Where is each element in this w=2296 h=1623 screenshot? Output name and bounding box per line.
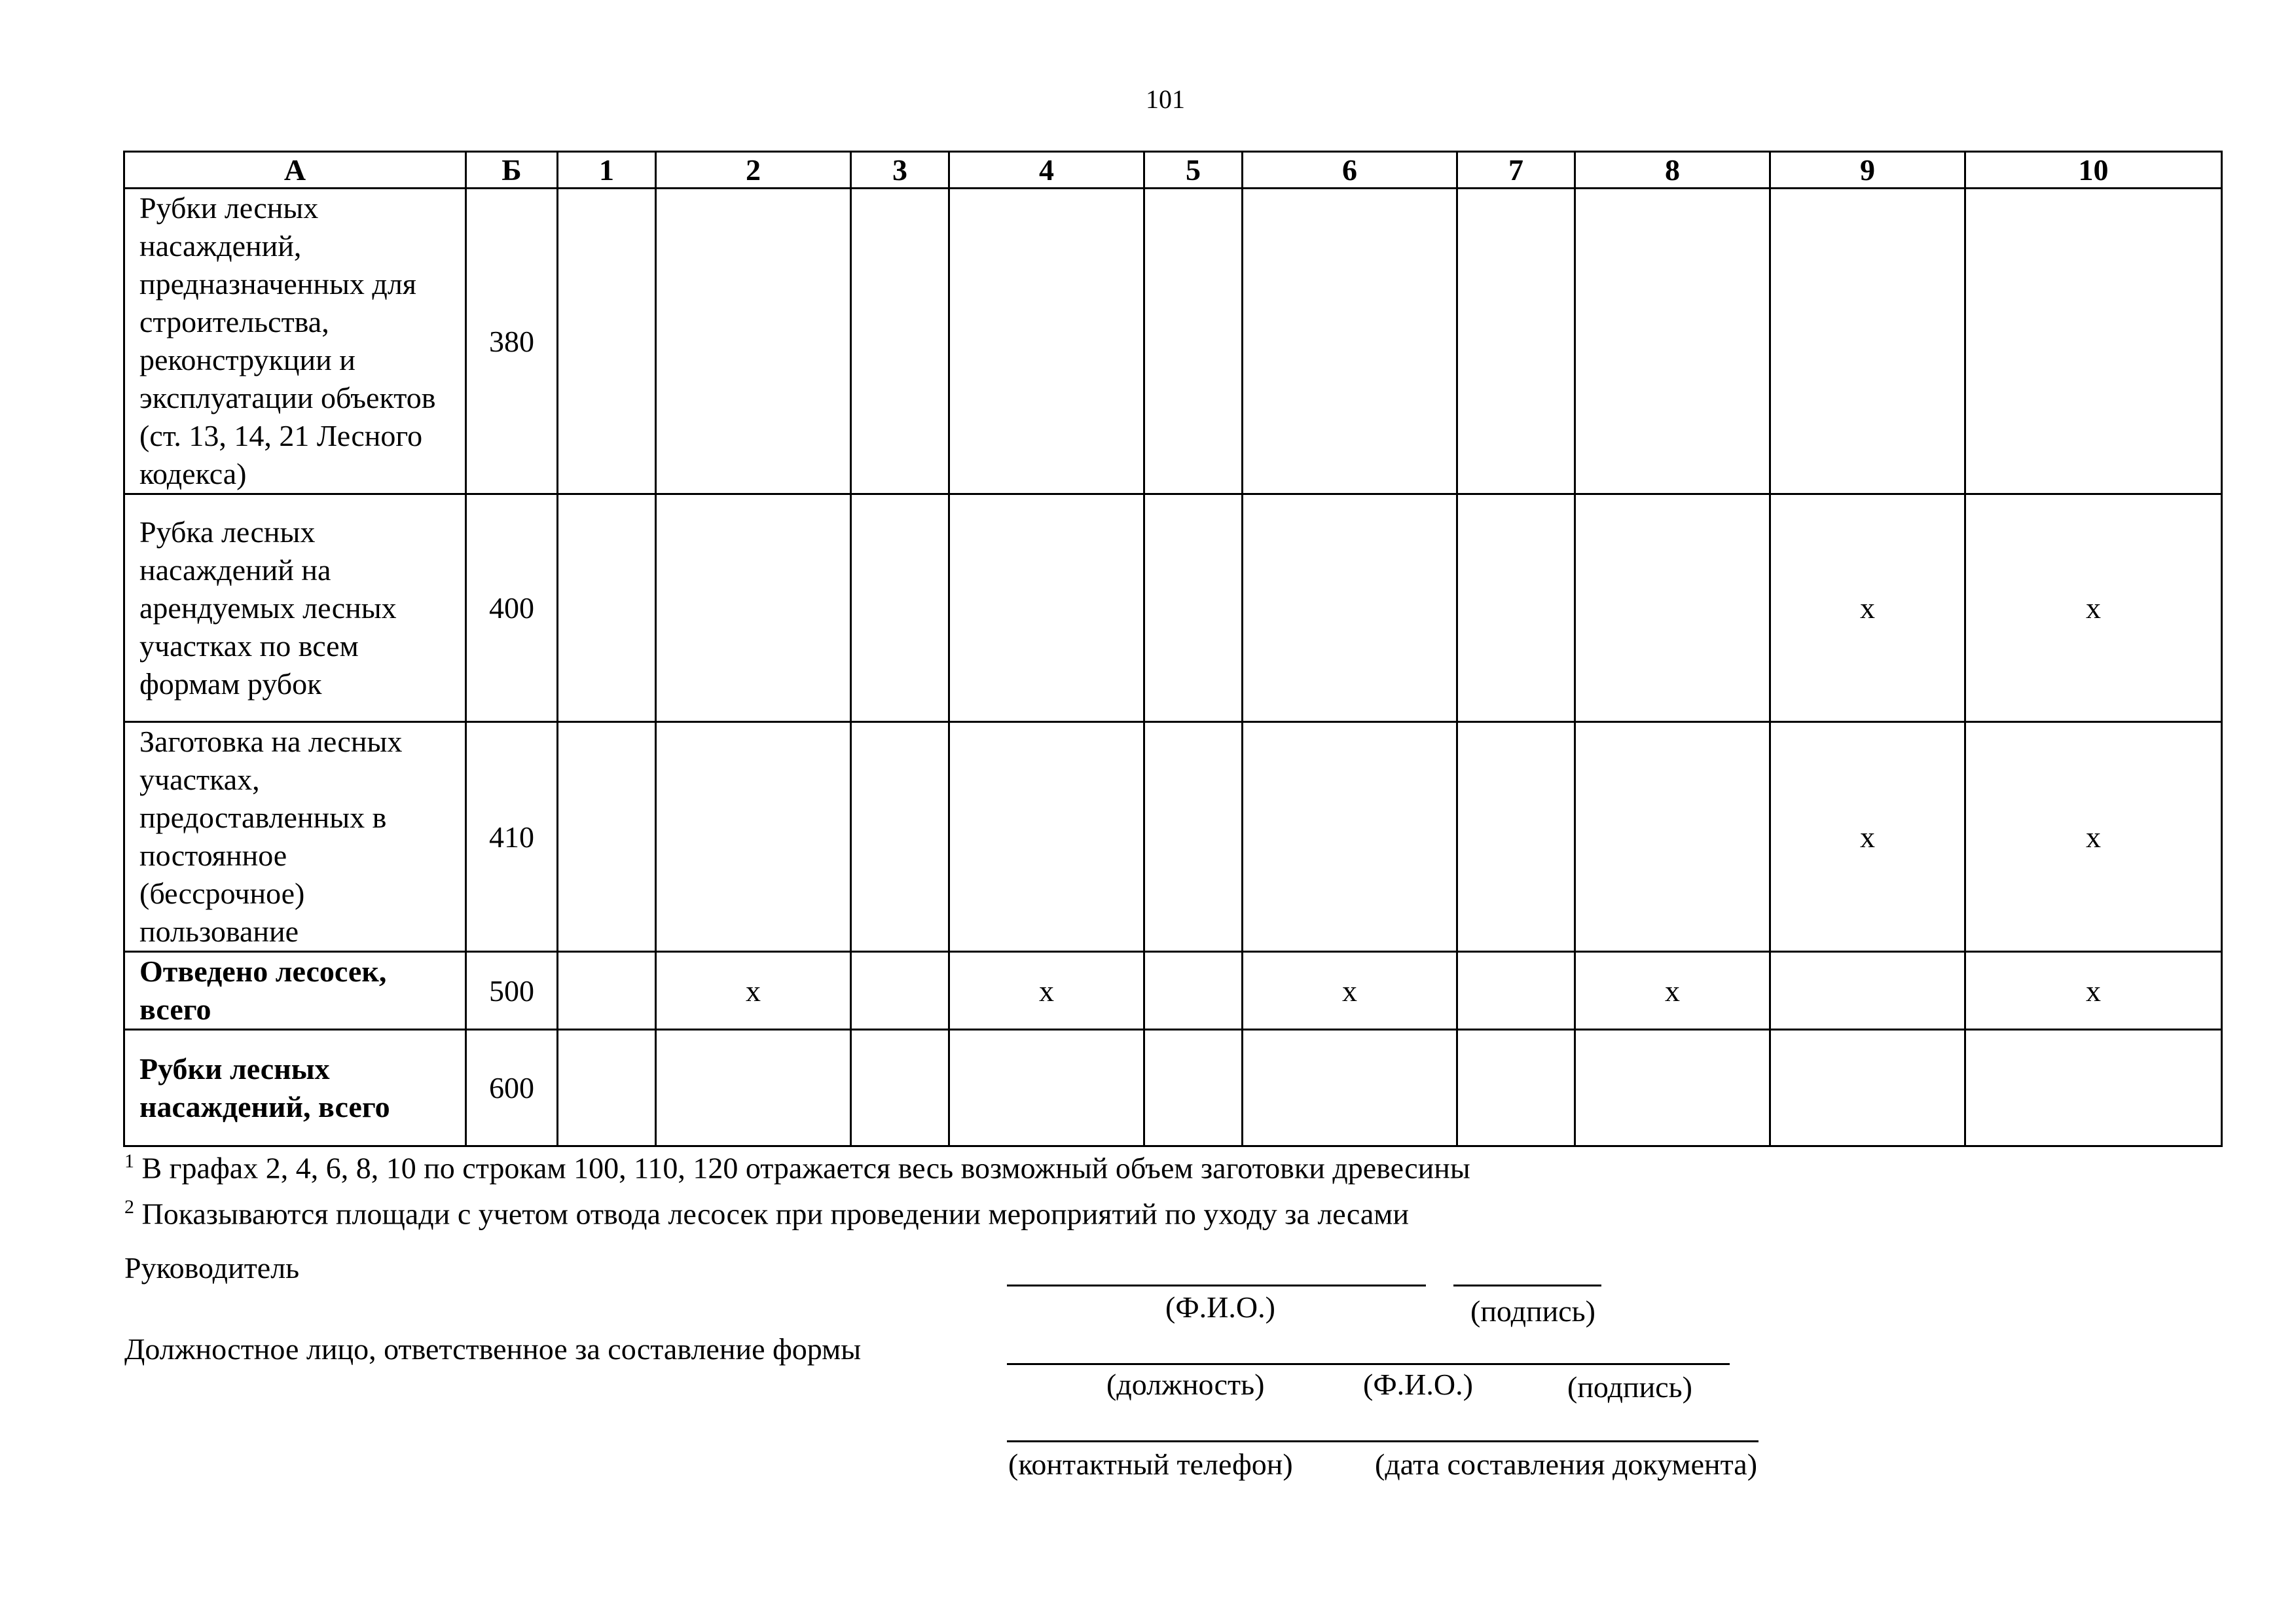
column-header: 1 — [558, 152, 656, 189]
footnote-mark: 2 — [124, 1196, 134, 1218]
official-position-caption: (должность) — [1106, 1368, 1265, 1401]
table-cell — [1243, 494, 1457, 722]
table-cell — [558, 722, 656, 952]
table-cell: х — [1965, 952, 2222, 1030]
table-cell — [558, 189, 656, 494]
head-label: Руководитель — [124, 1251, 300, 1285]
table-row — [124, 1030, 2222, 1146]
table-header-row — [124, 152, 2222, 189]
table-cell — [1144, 494, 1243, 722]
table-cell — [656, 189, 851, 494]
table-cell — [1770, 1030, 1965, 1146]
head-sign-caption: (подпись) — [1470, 1294, 1595, 1328]
column-header: 9 — [1770, 152, 1965, 189]
column-header: 5 — [1144, 152, 1243, 189]
doc-date-caption: (дата составления документа) — [1375, 1448, 1758, 1481]
table-cell — [1243, 189, 1457, 494]
table-cell — [1243, 1030, 1457, 1146]
contact-line — [1007, 1440, 1758, 1442]
table-cell — [949, 722, 1144, 952]
table-cell — [949, 494, 1144, 722]
table-cell — [1457, 722, 1575, 952]
table-cell — [1575, 722, 1770, 952]
table-cell — [1457, 189, 1575, 494]
table-cell — [1575, 1030, 1770, 1146]
row-label: Рубки лесных насаждений, предназначенных для строительства, реконструкции и эксплуатации объектов (ст. 13, 14, 21 Лесного кодекса) — [124, 189, 466, 494]
table-cell — [1243, 722, 1457, 952]
table-cell — [656, 722, 851, 952]
table-cell — [851, 952, 949, 1030]
table-cell — [558, 1030, 656, 1146]
head-fio-line — [1007, 1285, 1426, 1286]
row-code: 500 — [466, 952, 558, 1030]
table-cell — [1770, 952, 1965, 1030]
table-cell: х — [1770, 722, 1965, 952]
column-header: 6 — [1243, 152, 1457, 189]
row-label: Отведено лесосек, всего — [124, 952, 466, 1030]
official-line — [1007, 1363, 1730, 1365]
column-header: 7 — [1457, 152, 1575, 189]
table-cell — [851, 494, 949, 722]
head-fio-caption: (Ф.И.О.) — [1165, 1290, 1275, 1324]
row-label: Рубка лесных насаждений на арендуемых лесных участках по всем формам рубок — [124, 494, 466, 722]
contact-phone-caption: (контактный телефон) — [1008, 1448, 1293, 1481]
page-number: 101 — [1146, 84, 1185, 114]
table-cell — [1457, 1030, 1575, 1146]
row-code: 380 — [466, 189, 558, 494]
table-cell — [1144, 952, 1243, 1030]
table-row — [124, 494, 2222, 722]
column-header: 8 — [1575, 152, 1770, 189]
table-cell — [949, 189, 1144, 494]
table-cell: х — [1243, 952, 1457, 1030]
footnote — [124, 1142, 1470, 1188]
table-cell — [558, 952, 656, 1030]
column-header: 10 — [1965, 152, 2222, 189]
report-table — [123, 151, 2223, 1147]
table-cell — [656, 494, 851, 722]
table-cell — [949, 1030, 1144, 1146]
table-cell — [1144, 189, 1243, 494]
row-code: 410 — [466, 722, 558, 952]
table-row — [124, 952, 2222, 1030]
table-cell — [851, 189, 949, 494]
column-header: Б — [466, 152, 558, 189]
table-cell: х — [656, 952, 851, 1030]
table-cell: х — [1575, 952, 1770, 1030]
official-fio-caption: (Ф.И.О.) — [1363, 1368, 1473, 1401]
table-cell — [1965, 1030, 2222, 1146]
footnotes — [124, 1142, 1470, 1234]
official-label: Должностное лицо, ответственное за составление формы — [124, 1332, 862, 1366]
footnote-text: В графах 2, 4, 6, 8, 10 по строкам 100, 110, 120 отражается весь возможный объем заготовки древесины — [141, 1151, 1470, 1185]
table-cell — [851, 1030, 949, 1146]
table-cell: х — [1770, 494, 1965, 722]
footnote — [124, 1188, 1470, 1233]
table-cell — [1575, 189, 1770, 494]
row-code: 600 — [466, 1030, 558, 1146]
table-cell — [1575, 494, 1770, 722]
row-label: Заготовка на лесных участках, предоставленных в постоянное (бессрочное) пользование — [124, 722, 466, 952]
table-cell — [1965, 189, 2222, 494]
table-cell — [1770, 189, 1965, 494]
official-sign-caption: (подпись) — [1567, 1370, 1692, 1404]
table-cell — [1144, 1030, 1243, 1146]
column-header: А — [124, 152, 466, 189]
column-header: 2 — [656, 152, 851, 189]
row-code: 400 — [466, 494, 558, 722]
footnote-mark: 1 — [124, 1150, 134, 1172]
table-cell — [1457, 952, 1575, 1030]
table-cell — [656, 1030, 851, 1146]
head-sign-line — [1453, 1285, 1601, 1286]
table-cell — [1457, 494, 1575, 722]
table-cell — [851, 722, 949, 952]
row-label: Рубки лесных насаждений, всего — [124, 1030, 466, 1146]
table-cell — [1144, 722, 1243, 952]
table-cell — [558, 494, 656, 722]
table-cell: х — [1965, 722, 2222, 952]
table-row — [124, 722, 2222, 952]
footnote-text: Показываются площади с учетом отвода лесосек при проведении мероприятий по уходу за лесами — [141, 1197, 1409, 1231]
column-header: 4 — [949, 152, 1144, 189]
table-cell: х — [949, 952, 1144, 1030]
table-cell: х — [1965, 494, 2222, 722]
table-row — [124, 189, 2222, 494]
column-header: 3 — [851, 152, 949, 189]
